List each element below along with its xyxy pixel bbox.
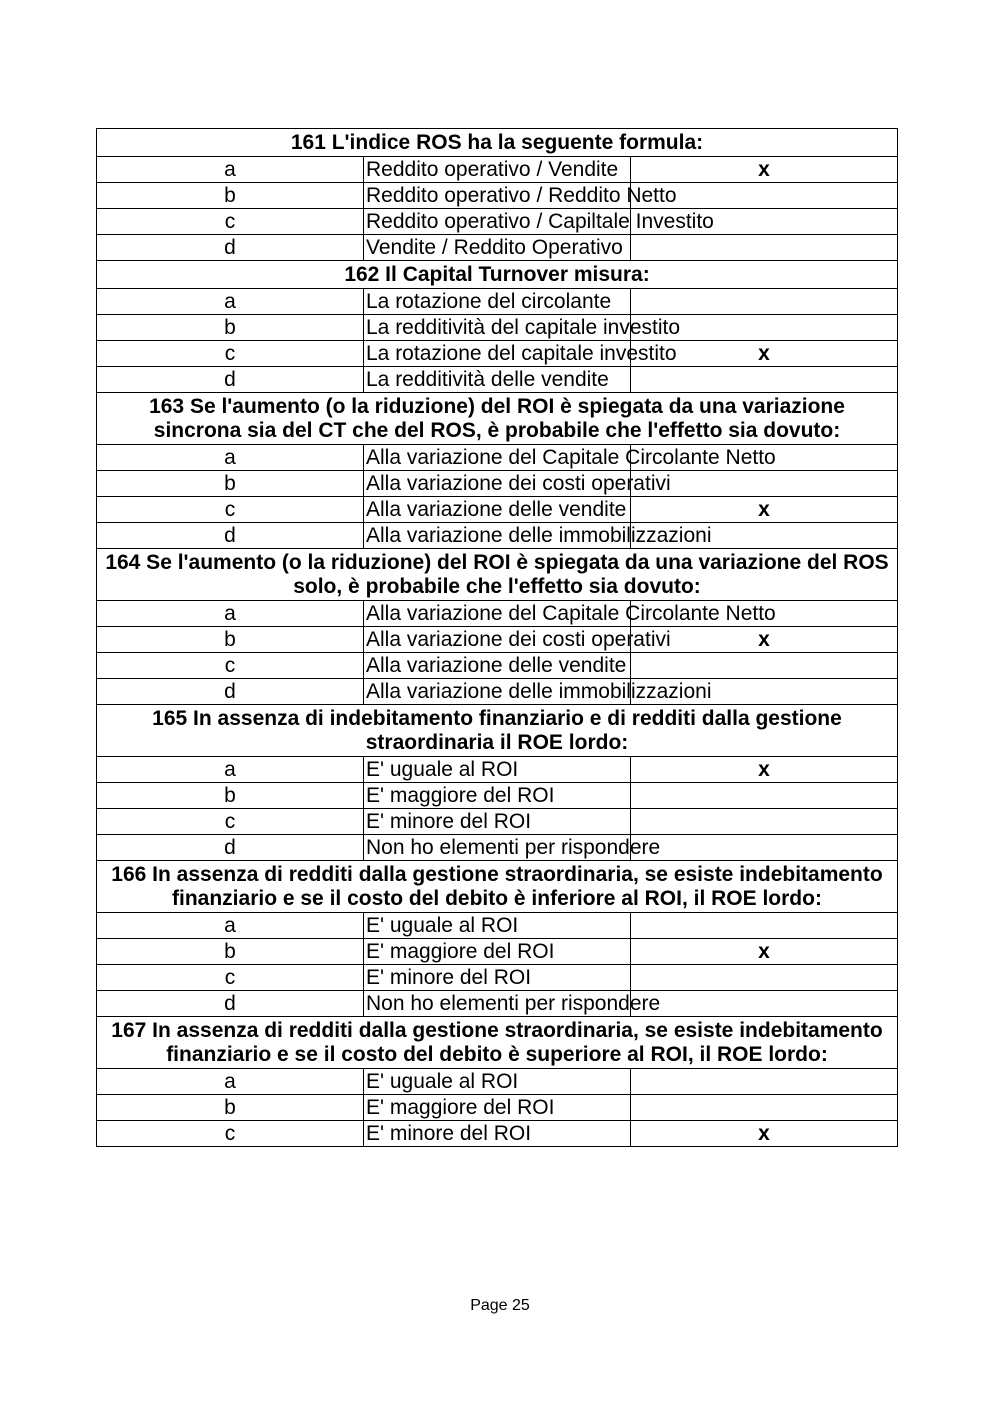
- option-row: [97, 809, 898, 835]
- option-row: [97, 289, 898, 315]
- option-row: [97, 315, 898, 341]
- question-row: [97, 861, 898, 913]
- option-letter: b: [97, 627, 364, 653]
- answer-mark: x: [631, 497, 898, 523]
- answer-mark: x: [631, 157, 898, 183]
- option-text: Alla variazione delle vendite: [364, 497, 631, 523]
- option-row: [97, 183, 898, 209]
- option-row: [97, 497, 898, 523]
- question-row: [97, 393, 898, 445]
- option-text: Alla variazione dei costi operativi: [364, 471, 631, 497]
- question-row: [97, 129, 898, 157]
- option-letter: b: [97, 783, 364, 809]
- option-text: E' minore del ROI: [364, 1121, 631, 1147]
- option-text: Alla variazione del Capitale Circolante Netto: [364, 601, 631, 627]
- option-text: E' maggiore del ROI: [364, 1095, 631, 1121]
- answer-mark: [631, 235, 898, 261]
- option-text: E' uguale al ROI: [364, 913, 631, 939]
- option-row: [97, 965, 898, 991]
- option-row: [97, 367, 898, 393]
- option-letter: c: [97, 653, 364, 679]
- option-row: [97, 627, 898, 653]
- option-row: [97, 835, 898, 861]
- option-text: Alla variazione delle vendite: [364, 653, 631, 679]
- option-letter: b: [97, 471, 364, 497]
- answer-mark: [631, 835, 898, 861]
- answer-mark: x: [631, 341, 898, 367]
- option-row: [97, 1069, 898, 1095]
- option-row: [97, 991, 898, 1017]
- option-letter: c: [97, 209, 364, 235]
- option-letter: b: [97, 1095, 364, 1121]
- answer-mark: x: [631, 1121, 898, 1147]
- option-text: E' maggiore del ROI: [364, 939, 631, 965]
- option-row: [97, 471, 898, 497]
- option-text: Non ho elementi per rispondere: [364, 835, 631, 861]
- option-letter: a: [97, 913, 364, 939]
- question-text: 161 L'indice ROS ha la seguente formula:: [97, 129, 898, 157]
- option-text: E' uguale al ROI: [364, 757, 631, 783]
- option-letter: a: [97, 289, 364, 315]
- option-row: [97, 341, 898, 367]
- option-letter: c: [97, 497, 364, 523]
- option-row: [97, 757, 898, 783]
- option-text: La redditività del capitale investito: [364, 315, 631, 341]
- option-text: Alla variazione delle immobilizzazioni: [364, 679, 631, 705]
- option-text: Vendite / Reddito Operativo: [364, 235, 631, 261]
- question-row: [97, 705, 898, 757]
- option-row: [97, 445, 898, 471]
- option-row: [97, 157, 898, 183]
- option-row: [97, 653, 898, 679]
- question-row: [97, 549, 898, 601]
- option-text: Alla variazione del Capitale Circolante Netto: [364, 445, 631, 471]
- question-text: 165 In assenza di indebitamento finanziario e di redditi dalla gestione straordinaria il ROE lordo:: [97, 705, 898, 757]
- option-text: La rotazione del circolante: [364, 289, 631, 315]
- question-text: 166 In assenza di redditi dalla gestione straordinaria, se esiste indebitamento finanziario e se il costo del debito è inferiore al ROI, il ROE lordo:: [97, 861, 898, 913]
- question-text: 167 In assenza di redditi dalla gestione straordinaria, se esiste indebitamento finanziario e se il costo del debito è superiore al ROI, il ROE lordo:: [97, 1017, 898, 1069]
- quiz-table: [96, 128, 898, 1147]
- option-row: [97, 1121, 898, 1147]
- answer-mark: [631, 991, 898, 1017]
- answer-mark: [631, 1069, 898, 1095]
- option-letter: d: [97, 367, 364, 393]
- answer-mark: [631, 783, 898, 809]
- question-text: 164 Se l'aumento (o la riduzione) del ROI è spiegata da una variazione del ROS solo, è probabile che l'effetto sia dovuto:: [97, 549, 898, 601]
- option-letter: a: [97, 445, 364, 471]
- option-row: [97, 209, 898, 235]
- option-text: E' maggiore del ROI: [364, 783, 631, 809]
- option-letter: c: [97, 965, 364, 991]
- option-text: Reddito operativo / Capiltale Investito: [364, 209, 631, 235]
- option-letter: c: [97, 1121, 364, 1147]
- question-text: 162 Il Capital Turnover misura:: [97, 261, 898, 289]
- option-text: Reddito operativo / Reddito Netto: [364, 183, 631, 209]
- option-letter: a: [97, 601, 364, 627]
- answer-mark: [631, 367, 898, 393]
- option-letter: b: [97, 315, 364, 341]
- option-letter: d: [97, 991, 364, 1017]
- answer-mark: x: [631, 939, 898, 965]
- option-letter: d: [97, 679, 364, 705]
- answer-mark: [631, 289, 898, 315]
- option-row: [97, 601, 898, 627]
- option-row: [97, 939, 898, 965]
- answer-mark: [631, 1095, 898, 1121]
- option-letter: b: [97, 939, 364, 965]
- answer-mark: [631, 809, 898, 835]
- option-letter: a: [97, 757, 364, 783]
- option-text: La redditività delle vendite: [364, 367, 631, 393]
- answer-mark: [631, 653, 898, 679]
- option-row: [97, 913, 898, 939]
- option-letter: c: [97, 341, 364, 367]
- option-text: Reddito operativo / Vendite: [364, 157, 631, 183]
- question-row: [97, 1017, 898, 1069]
- option-row: [97, 235, 898, 261]
- option-text: E' minore del ROI: [364, 809, 631, 835]
- page-number: Page 25: [470, 1297, 530, 1314]
- question-text: 163 Se l'aumento (o la riduzione) del ROI è spiegata da una variazione sincrona sia del CT che del ROS, è probabile che l'effetto sia dovuto:: [97, 393, 898, 445]
- option-text: E' minore del ROI: [364, 965, 631, 991]
- answer-mark: x: [631, 627, 898, 653]
- option-letter: d: [97, 235, 364, 261]
- option-letter: a: [97, 157, 364, 183]
- option-text: La rotazione del capitale investito: [364, 341, 631, 367]
- option-text: Non ho elementi per rispondere: [364, 991, 631, 1017]
- answer-mark: x: [631, 757, 898, 783]
- option-text: Alla variazione delle immobilizzazioni: [364, 523, 631, 549]
- question-row: [97, 261, 898, 289]
- option-letter: b: [97, 183, 364, 209]
- option-letter: d: [97, 523, 364, 549]
- answer-mark: [631, 965, 898, 991]
- option-row: [97, 679, 898, 705]
- option-letter: a: [97, 1069, 364, 1095]
- option-letter: d: [97, 835, 364, 861]
- answer-mark: [631, 913, 898, 939]
- option-text: Alla variazione dei costi operativi: [364, 627, 631, 653]
- option-row: [97, 523, 898, 549]
- option-row: [97, 783, 898, 809]
- option-letter: c: [97, 809, 364, 835]
- option-text: E' uguale al ROI: [364, 1069, 631, 1095]
- option-row: [97, 1095, 898, 1121]
